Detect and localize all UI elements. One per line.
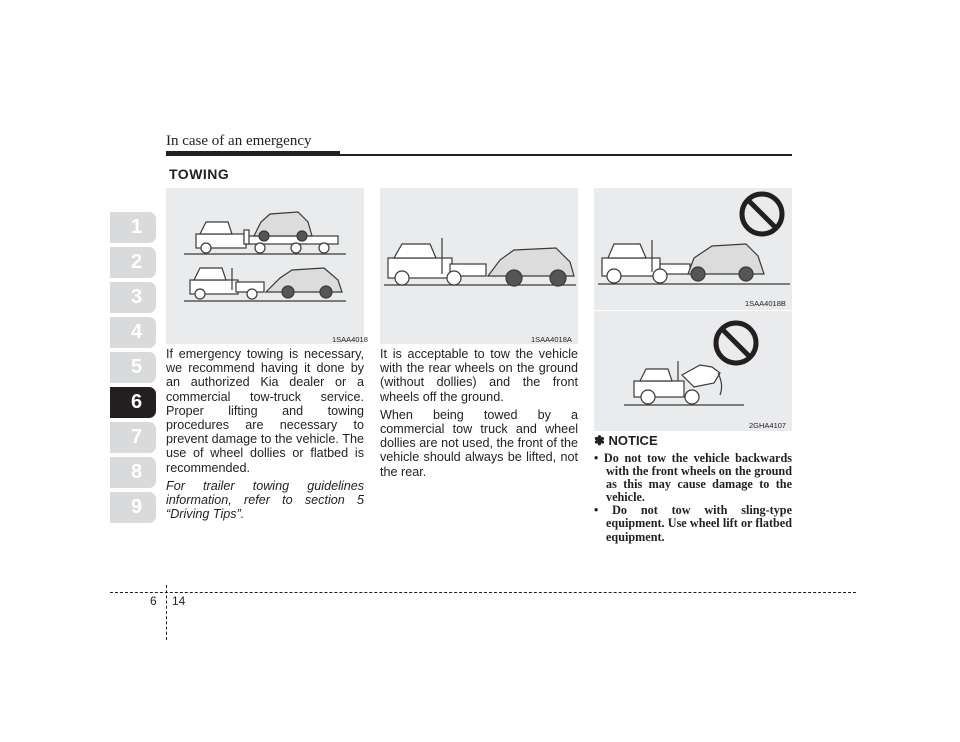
chapter-tab-6[interactable] bbox=[110, 387, 156, 418]
figure-code: 1SAA4018A bbox=[531, 335, 572, 344]
running-header: In case of an emergency bbox=[166, 133, 312, 149]
notice-list bbox=[594, 452, 792, 544]
header-accent-bar bbox=[166, 151, 340, 156]
column-2-text bbox=[380, 347, 578, 483]
figure-flatbed-towing bbox=[166, 188, 364, 344]
chapter-tab-2[interactable] bbox=[110, 247, 156, 278]
trailer-towing-note: For trailer towing guidelines information, refer to section 5 “Driving Tips”. bbox=[166, 478, 364, 522]
tow-truck-illustration bbox=[594, 311, 792, 431]
chapter-tab-label: 4 bbox=[131, 321, 143, 343]
chapter-tab-9[interactable] bbox=[110, 492, 156, 523]
prohibited-icon bbox=[742, 194, 782, 234]
chapter-tab-3[interactable] bbox=[110, 282, 156, 313]
chapter-tabs bbox=[110, 212, 156, 527]
tow-truck-illustration bbox=[166, 188, 364, 344]
rear-wheels-paragraph: It is acceptable to tow the vehicle with the rear wheels on the ground (without dollies) and the front wheels off the ground. bbox=[380, 347, 578, 404]
footer-chapter-number: 6 bbox=[150, 594, 157, 608]
notice-item: • Do not tow with sling-type equipment. Use wheel lift or flatbed equipment. bbox=[594, 503, 792, 544]
notice-item: • Do not tow the vehicle backwards with the front wheels on the ground as this may cause damage to the vehicle. bbox=[594, 451, 792, 505]
figure-sling-type-prohibited bbox=[594, 311, 792, 431]
chapter-tab-label: 9 bbox=[131, 496, 143, 518]
chapter-tab-label: 6 bbox=[131, 391, 143, 413]
section-heading: TOWING bbox=[169, 166, 230, 182]
chapter-tab-label: 2 bbox=[131, 251, 143, 273]
chapter-tab-label: 1 bbox=[131, 216, 143, 238]
figure-wheel-lift-towing bbox=[380, 188, 578, 344]
footer-rule bbox=[110, 592, 856, 593]
column-1-text bbox=[166, 347, 364, 525]
chapter-tab-8[interactable] bbox=[110, 457, 156, 488]
figure-code: 1SAA4018B bbox=[745, 299, 786, 308]
chapter-tab-7[interactable] bbox=[110, 422, 156, 453]
footer-page-number: 14 bbox=[172, 594, 186, 608]
prohibited-icon bbox=[716, 323, 756, 363]
chapter-tab-1[interactable] bbox=[110, 212, 156, 243]
chapter-tab-label: 5 bbox=[131, 356, 143, 378]
chapter-tab-label: 8 bbox=[131, 461, 143, 483]
chapter-tab-5[interactable] bbox=[110, 352, 156, 383]
tow-truck-illustration bbox=[380, 188, 578, 344]
commercial-tow-paragraph: When being towed by a commercial tow truck and wheel dollies are not used, the front of the vehicle should always be lifted, not the rear. bbox=[380, 407, 578, 479]
towing-intro-paragraph: If emergency towing is necessary, we recommend having it done by an authorized Kia dealer or a commercial tow-truck service. Proper lifting and towing procedures are necessary to prevent damage to the vehicle. The use of wheel dollies or flatbed is recommended. bbox=[166, 347, 364, 475]
figure-code: 1SAA4018 bbox=[332, 335, 368, 344]
tow-truck-illustration bbox=[594, 188, 792, 310]
figure-code: 2GHA4107 bbox=[749, 421, 787, 430]
chapter-tab-4[interactable] bbox=[110, 317, 156, 348]
notice-title: ✽ NOTICE bbox=[594, 433, 658, 448]
chapter-tab-label: 7 bbox=[131, 426, 143, 448]
footer-divider bbox=[166, 585, 167, 640]
chapter-tab-label: 3 bbox=[131, 286, 143, 308]
figure-incorrect-backward-towing bbox=[594, 188, 792, 310]
